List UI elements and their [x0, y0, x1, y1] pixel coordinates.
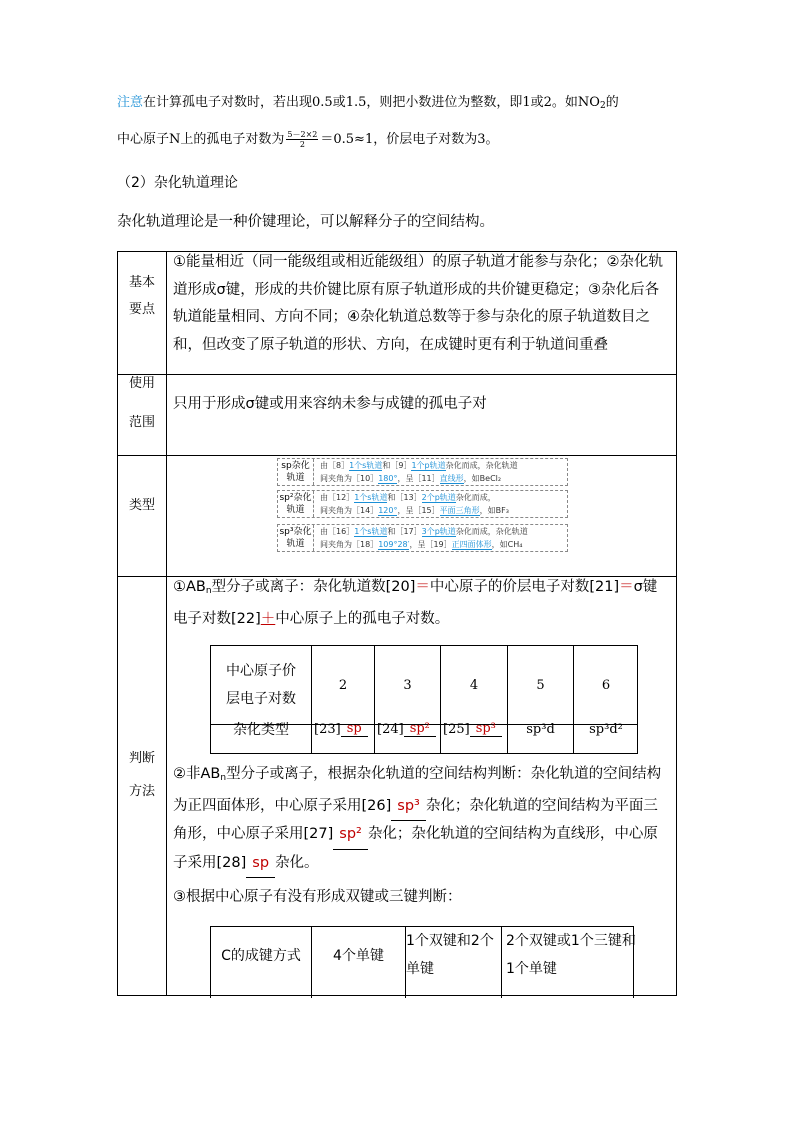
text: 杂化；杂化轨道的空间结构为直线形，中心原子采用[28] — [173, 826, 658, 871]
text: 间夹角为［14］ — [320, 505, 379, 515]
basic-points-text: ①能量相近（同一能级组或相近能级组）的原子轨道才能参与杂化；②杂化轨道形成σ键，形成的共价键比原有原子轨道形成的共价键更稳定；③杂化后各轨道能量相同、方向不同；④杂化轨道总数等于参与杂化的原子轨道数目之和，但改变了原子轨道的形状、方向，在成键时更有利于轨道间重叠 — [173, 254, 663, 353]
label-method — [118, 747, 166, 803]
answer: 180° — [378, 473, 398, 483]
text: 由［12］ — [320, 493, 355, 502]
answer: 3个p轨道 — [421, 527, 456, 536]
text: 层电子对数 — [226, 691, 296, 707]
fraction-numerator: 5－2×2 — [287, 130, 318, 139]
tag-line: sp²杂化 — [279, 493, 312, 503]
note-text-1-end: 的 — [605, 95, 619, 110]
sp2-hybrid-box — [277, 490, 568, 518]
answer-28: sp — [246, 850, 275, 879]
note-text-2b: ＝0.5≈1，价层电子对数为3。 — [320, 132, 499, 147]
intro-paragraph: 杂化轨道理论是一种价键理论，可以解释分子的空间结构。 — [117, 214, 494, 230]
answer: 120° — [378, 505, 398, 515]
blank-answer: sp — [341, 721, 368, 737]
tag-line: 轨道 — [286, 473, 305, 483]
tag-line: 轨道 — [286, 505, 305, 515]
text: 杂化而成，杂化轨道 — [455, 527, 528, 536]
blank-answer: sp³ — [470, 721, 502, 737]
text: 和［13］ — [387, 493, 422, 502]
text: ，如CH₄ — [491, 539, 523, 549]
blank-23 — [312, 718, 376, 740]
blank-24 — [375, 718, 442, 740]
subscript: n — [205, 586, 212, 596]
sp2-description — [320, 492, 565, 517]
text: 间夹角为［10］ — [320, 473, 379, 483]
text: 型分子或离子，根据杂化轨道的空间结构判断：杂化轨道的空间结构为正四面体形，中心原子采用[26] — [173, 766, 662, 814]
text: 杂化；杂化轨道的空间结构为平面三角形，中心原子采用[27] — [173, 797, 658, 842]
row-divider — [118, 374, 676, 375]
answer: 直线形 — [439, 473, 464, 483]
sp3-hybrid-box — [277, 524, 568, 552]
one-double-two-single: 1个双键和2个单键 — [406, 933, 494, 977]
text: 中心原子价 — [226, 663, 296, 679]
row-divider — [118, 455, 676, 456]
text: ，呈［11］ — [397, 473, 440, 483]
label-line: 要点 — [128, 302, 155, 317]
subscript: n — [220, 773, 227, 783]
note-label: 注意 — [117, 95, 144, 110]
label-types: 类型 — [128, 498, 155, 513]
answer: 1个s轨道 — [354, 527, 388, 536]
method-paragraph-2 — [173, 761, 668, 878]
answer: 1个p轨道 — [411, 461, 446, 470]
carbon-bond-table — [210, 926, 634, 998]
label-scope — [118, 372, 166, 434]
text: 和［9］ — [382, 461, 412, 470]
label-basic-points — [118, 271, 166, 321]
sp-description — [320, 460, 565, 485]
note-line-2 — [117, 130, 498, 149]
column-divider — [166, 252, 167, 995]
sp3-tag — [278, 525, 314, 551]
sp3-description — [320, 526, 565, 551]
lone-pair-fraction — [286, 130, 318, 149]
answer: 正四面体形 — [451, 539, 492, 549]
no2-subscript: 2 — [599, 101, 606, 111]
method-paragraph-3: ③根据中心原子有没有形成双键或三键判断： — [173, 889, 462, 905]
sp2-tag — [278, 491, 314, 517]
text: ，呈［19］ — [409, 539, 452, 549]
answer: 平面三角形 — [439, 505, 480, 515]
tag-line: sp³杂化 — [279, 527, 312, 537]
answer-27: sp² — [333, 821, 368, 850]
pair-value: 6 — [601, 677, 611, 693]
scope-text: 只用于形成σ键或用来容纳未参与成键的孤电子对 — [173, 396, 487, 412]
text: 型分子或离子：杂化轨道数[20] — [211, 579, 416, 595]
pair-value: 3 — [403, 677, 412, 693]
text: σ键电子对数[22] — [173, 579, 658, 627]
two-double-or-triple: 2个双键或1个三键和1个单键 — [506, 933, 636, 977]
label-line: 方法 — [128, 784, 155, 799]
tag-line: 轨道 — [286, 539, 305, 549]
text: 杂化而成， — [455, 493, 496, 502]
note-line-1 — [117, 96, 619, 111]
answer: ＝ — [415, 579, 430, 595]
text: 和［17］ — [387, 527, 422, 536]
blank-number: [25] — [443, 721, 470, 737]
blank-number: [23] — [314, 721, 341, 737]
hybrid-sp3d2: sp³d² — [589, 721, 623, 737]
sp-hybrid-box — [277, 458, 568, 486]
answer: ＋ — [260, 610, 276, 627]
answer: 1个s轨道 — [349, 461, 383, 470]
text: ，呈［15］ — [397, 505, 440, 515]
method-paragraph-1 — [173, 574, 668, 633]
label-line: 使用 — [128, 376, 155, 391]
text: 中心原子的价层电子对数[21] — [429, 579, 620, 595]
fraction-denominator: 2 — [299, 140, 305, 149]
text: 杂化而成，杂化轨道 — [445, 461, 518, 470]
answer: 109°28′ — [378, 539, 410, 549]
blank-25 — [441, 718, 509, 740]
text: ，如BeCl₂ — [463, 473, 502, 483]
pair-value: 2 — [338, 677, 348, 693]
header-pair-count — [211, 646, 311, 724]
text: 杂化。 — [275, 854, 319, 871]
c-bond-mode-label: C的成键方式 — [221, 948, 301, 964]
text: 由［8］ — [320, 461, 350, 470]
answer: 2个p轨道 — [421, 493, 456, 502]
text: 中心原子上的孤电子对数。 — [275, 610, 450, 627]
label-line: 范围 — [128, 415, 155, 430]
section-heading: （2）杂化轨道理论 — [117, 175, 238, 191]
text: ①AB — [173, 579, 206, 595]
note-text-1: 在计算孤电子对数时，若出现0.5或1.5，则把小数进位为整数，即1或2。如NO — [143, 95, 600, 110]
four-single-bonds: 4个单键 — [333, 948, 384, 964]
sp-tag — [278, 459, 314, 485]
label-line: 判断 — [128, 751, 155, 766]
label-line: 基本 — [128, 275, 155, 290]
hybridization-table — [117, 251, 677, 996]
tag-line: sp杂化 — [281, 461, 310, 471]
text: 由［16］ — [320, 527, 355, 536]
text: ②非AB — [173, 766, 221, 782]
blank-number: [24] — [377, 721, 404, 737]
answer-26: sp³ — [391, 793, 426, 822]
pair-value: 5 — [536, 677, 545, 693]
electron-pair-table — [210, 645, 638, 754]
pair-value: 4 — [469, 677, 479, 693]
note-text-2a: 中心原子N上的孤电子对数为 — [117, 132, 285, 147]
answer: 1个s轨道 — [354, 493, 388, 502]
answer: ＝ — [619, 579, 634, 595]
label-hybrid-type: 杂化类型 — [233, 722, 289, 738]
blank-answer: sp² — [404, 721, 436, 737]
text: ，如BF₃ — [479, 505, 509, 515]
hybrid-sp3d: sp³d — [526, 721, 555, 737]
text: 间夹角为［18］ — [320, 539, 379, 549]
